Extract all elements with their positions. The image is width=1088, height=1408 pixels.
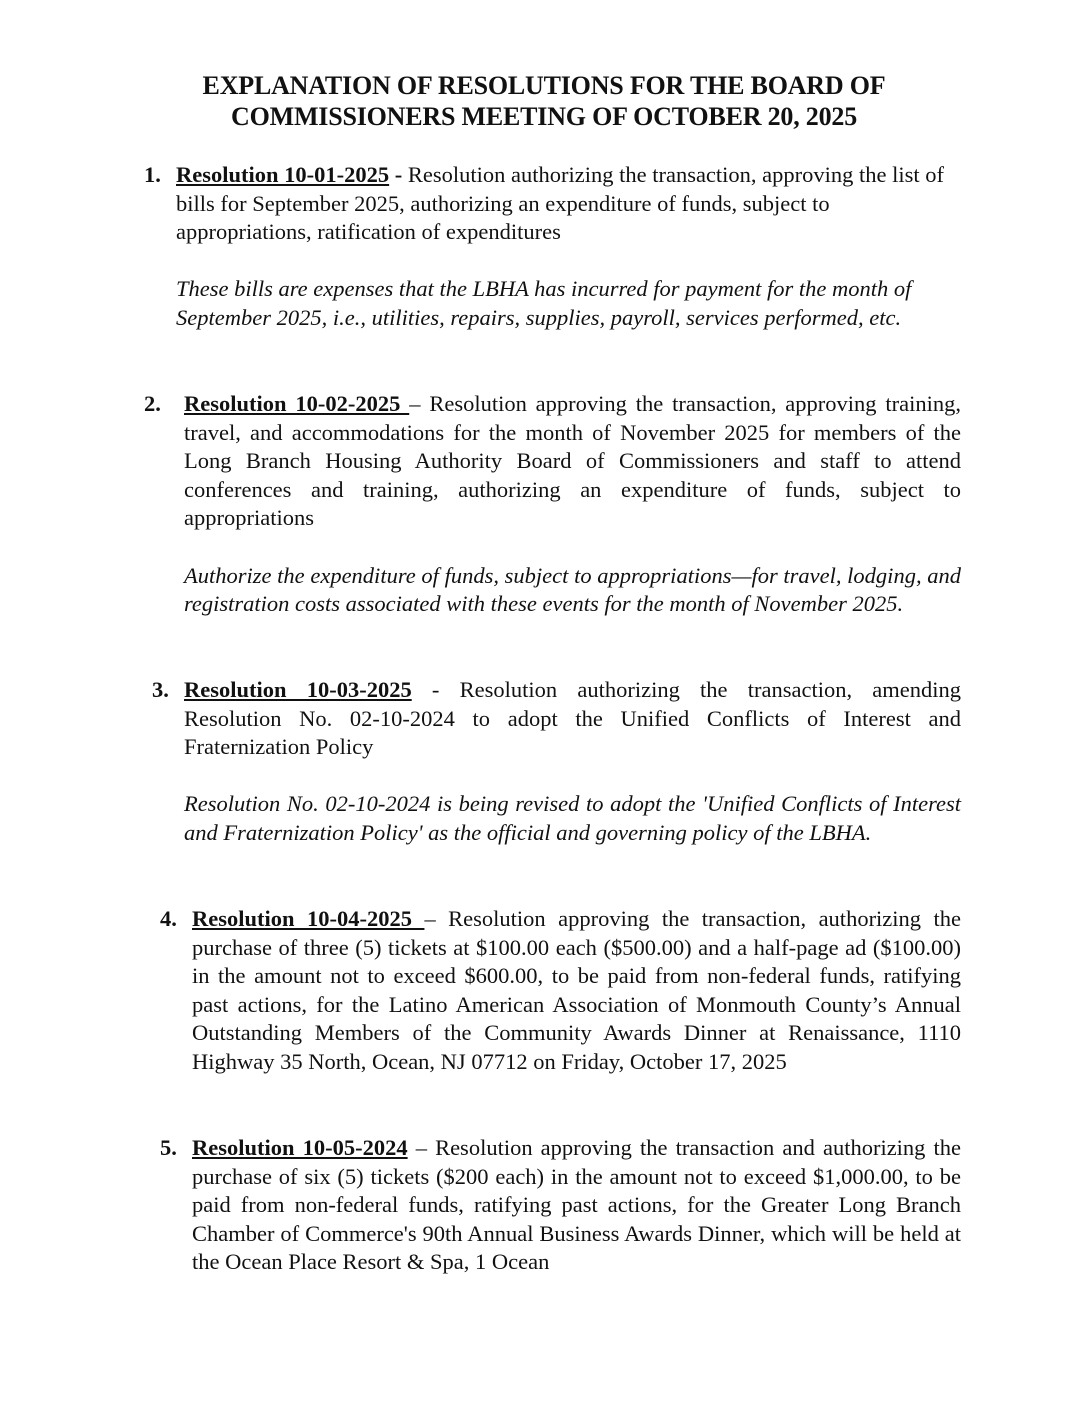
resolution-text: Resolution approving the transaction, approving training, travel, and accommodations for the month of November 2025 for members of the Long Branch Housing Authority Board of Commissioners and staff to attend conferences and training, authorizing an expenditure of funds, subject to appropriations <box>184 391 962 531</box>
document-title <box>0 70 1088 132</box>
title-line-1: EXPLANATION OF RESOLUTIONS FOR THE BOARD OF <box>202 71 886 100</box>
title-line-2: COMMISSIONERS MEETING OF OCTOBER 20, 2025 <box>231 102 857 131</box>
resolution-body <box>184 676 961 762</box>
resolution-item-5 <box>160 1134 962 1277</box>
item-number: 3. <box>152 677 169 702</box>
resolution-text: Resolution authorizing the transaction, approving the list of bills for September 2025, authorizing an expenditure of funds, subject to appropriations, ratification of expenditures <box>176 162 945 245</box>
separator: – <box>409 391 430 416</box>
item-number: 4. <box>160 906 177 931</box>
separator: – <box>424 906 449 931</box>
resolution-note: These bills are expenses that the LBHA has incurred for payment for the month of September 2025, i.e., utilities, repairs, supplies, payroll, services performed, etc. <box>176 276 912 330</box>
resolution-label: Resolution 10-05-2024 <box>192 1135 408 1160</box>
separator: - <box>389 162 408 187</box>
resolution-text: Resolution approving the transaction, authorizing the purchase of three (5) tickets at $100.00 each ($500.00) and a half-page ad ($100.00) in the amount not to exceed $600.00, to be paid from non-federal funds, ratifying past actions, for the Latino American Association of Monmouth County’s Annual Outstanding Members of the Community Awards Dinner at Renaissance, 1110 Highway 35 North, Ocean, NJ 07712 on Friday, October 17, 2025 <box>192 906 961 1074</box>
resolution-text: Resolution authorizing the transaction, amending Resolution No. 02-10-2024 to adopt the Unified Conflicts of Interest and Fraternization Policy <box>184 677 962 760</box>
resolution-body <box>192 905 961 1077</box>
resolution-label: Resolution 10-02-2025 <box>184 391 410 416</box>
resolution-text: Resolution approving the transaction and authorizing the purchase of six (5) tickets ($200 each) in the amount not to exceed $1,000.00, to be paid from non-federal funds, ratifying past actions, for the Greater Long Branch Chamber of Commerce's 90th Annual Business Awards Dinner, which will be held at the Ocean Place Resort & Spa, 1 Ocean <box>192 1135 962 1275</box>
resolution-body <box>192 1134 961 1277</box>
resolution-label: Resolution 10-01-2025 <box>176 162 390 187</box>
item-number: 5. <box>160 1135 177 1160</box>
resolution-label: Resolution 10-04-2025 <box>192 906 425 931</box>
separator: – <box>407 1135 436 1160</box>
resolution-body <box>184 390 961 533</box>
resolution-item-3 <box>152 676 962 848</box>
separator: - <box>411 677 460 702</box>
resolution-label: Resolution 10-03-2025 <box>184 677 412 702</box>
resolution-item-2 <box>144 390 962 619</box>
resolution-item-4 <box>160 905 961 1077</box>
item-number: 1. <box>144 162 161 187</box>
resolution-body <box>176 161 960 247</box>
resolution-note: Resolution No. 02-10-2024 is being revised to adopt the 'Unified Conflicts of Interest and Fraternization Policy' as the official and governing policy of the LBHA. <box>184 791 961 845</box>
item-number: 2. <box>144 391 161 416</box>
resolution-item-1 <box>144 161 960 333</box>
resolution-note: Authorize the expenditure of funds, subject to appropriations—for travel, lodging, and registration costs associated with these events for the month of November 2025. <box>184 562 961 617</box>
